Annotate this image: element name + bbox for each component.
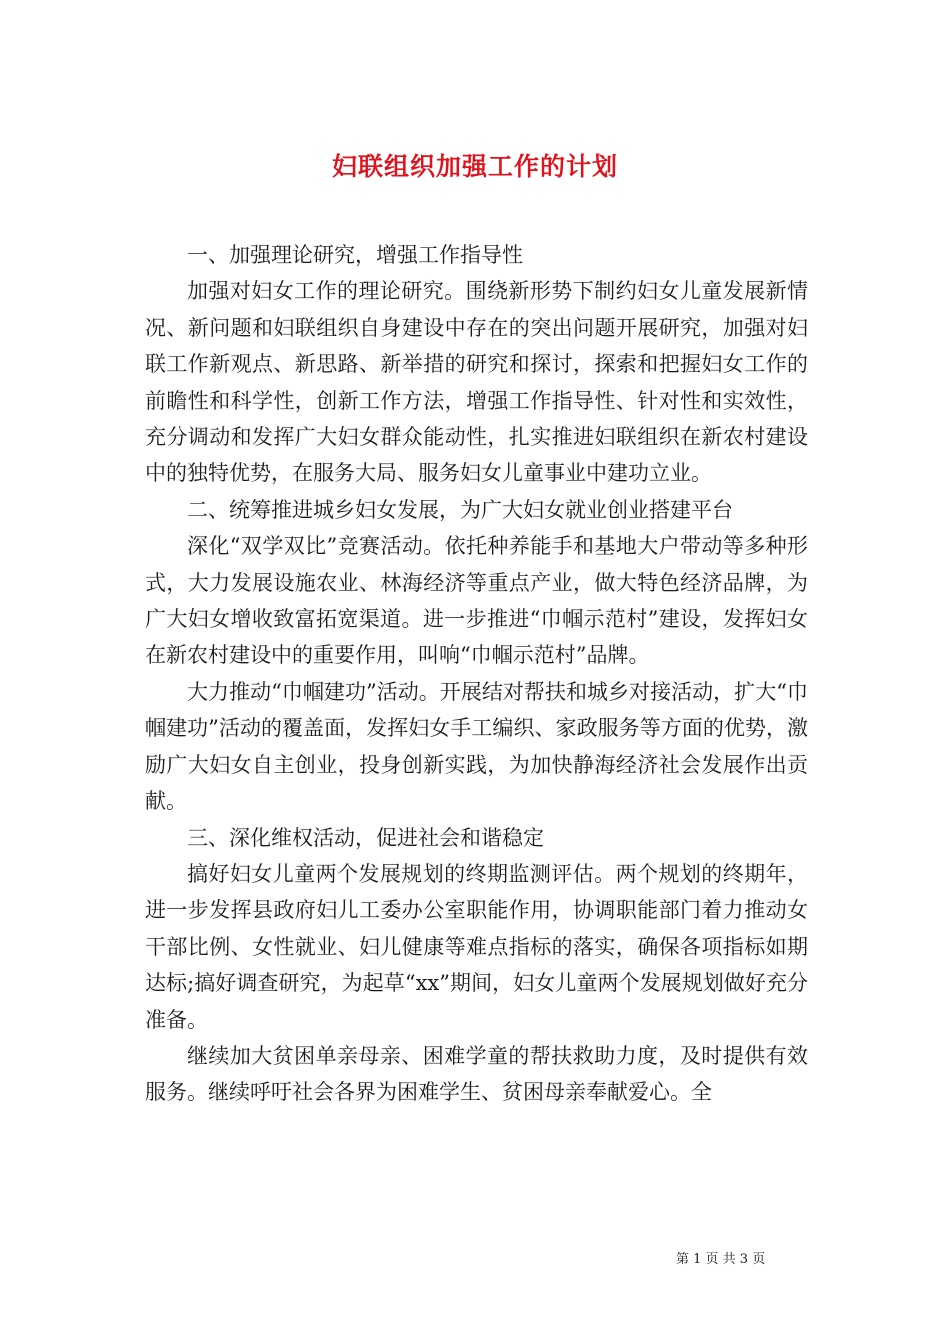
- paragraph: 加强对妇女工作的理论研究。围绕新形势下制约妇女儿童发展新情况、新问题和妇联组织自身建设中存在的突出问题开展研究，加强对妇联工作新观点、新思路、新举措的研究和探讨，探索和把握妇女工作的前瞻性和科学性，创新工作方法，增强工作指导性、针对性和实效性，充分调动和发挥广大妇女群众能动性，扎实推进妇联组织在新农村建设中的独特优势，在服务大局、服务妇女儿童事业中建功立业。: [145, 279, 808, 486]
- paragraph: 大力推动“巾帼建功”活动。开展结对帮扶和城乡对接活动，扩大“巾帼建功”活动的覆盖面，发挥妇女手工编织、家政服务等方面的优势，激励广大妇女自主创业，投身创新实践，为加快静海经济社会发展作出贡献。: [145, 679, 808, 814]
- section-heading-1: 一、加强理论研究，增强工作指导性: [187, 243, 523, 267]
- section-heading-3: 三、深化维权活动，促进社会和谐稳定: [187, 825, 544, 850]
- paragraph: 深化“双学双比”竞赛活动。依托种养能手和基地大户带动等多种形式，大力发展设施农业、林海经济等重点产业，做大特色经济品牌，为广大妇女增收致富拓宽渠道。进一步推进“巾帼示范村”建设，发挥妇女在新农村建设中的重要作用，叫响“巾帼示范村”品牌。: [145, 534, 808, 668]
- paragraph: 搞好妇女儿童两个发展规划的终期监测评估。两个规划的终期年，进一步发挥县政府妇儿工委办公室职能作用，协调职能部门着力推动女干部比例、女性就业、妇儿健康等难点指标的落实，确保各项指标如期达标;搞好调查研究，为起草“xx”期间，妇女儿童两个发展规划做好充分准备。: [145, 861, 808, 1032]
- paragraph: 继续加大贫困单亲母亲、困难学童的帮扶救助力度，及时提供有效服务。继续呼吁社会各界为困难学生、贫困母亲奉献爱心。全: [145, 1043, 808, 1105]
- page-number-footer: 第 1 页 共 3 页: [676, 1252, 766, 1267]
- section-heading-2: 二、统筹推进城乡妇女发展，为广大妇女就业创业搭建平台: [187, 497, 733, 522]
- document-title: 妇联组织加强工作的计划: [331, 151, 618, 181]
- document-body: [145, 237, 808, 1111]
